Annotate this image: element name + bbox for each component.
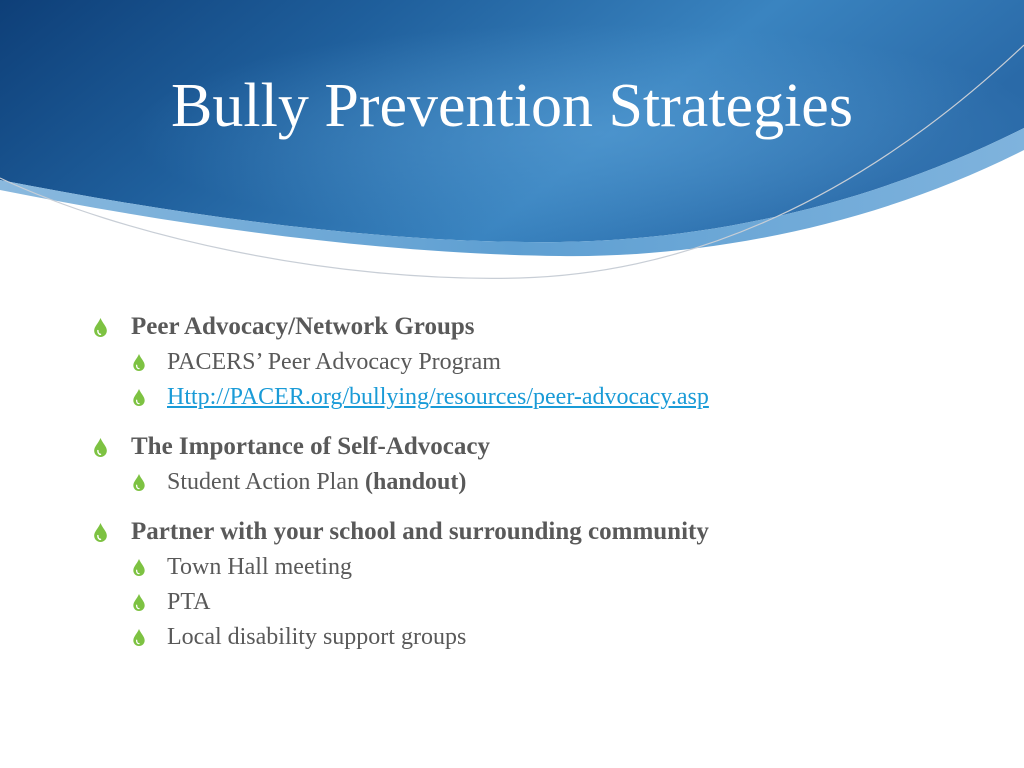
section-heading: Partner with your school and surrounding community [131, 518, 709, 545]
drop-icon [94, 523, 107, 542]
bullet-item-level1 [94, 429, 994, 465]
drop-icon [133, 474, 145, 491]
slide-title: Bully Prevention Strategies [171, 72, 853, 140]
drop-icon [133, 594, 145, 611]
bullet-item-level2 [94, 380, 994, 415]
bullet-item-level2 [94, 345, 994, 380]
handout-label: (handout) [365, 469, 467, 495]
bullet-text: Local disability support groups [167, 624, 467, 650]
bullet-text: PTA [167, 589, 211, 615]
section-partner-community [94, 514, 994, 655]
section-peer-advocacy [94, 309, 994, 415]
drop-icon [133, 389, 145, 406]
bullet-item-level1 [94, 309, 994, 345]
drop-icon [133, 629, 145, 646]
drop-icon [133, 354, 145, 371]
bullet-text: PACERS’ Peer Advocacy Program [167, 349, 501, 375]
section-heading: Peer Advocacy/Network Groups [131, 313, 475, 340]
bullet-item-level2 [94, 620, 994, 655]
bullet-item-level1 [94, 514, 994, 550]
section-heading: The Importance of Self-Advocacy [131, 433, 490, 460]
header-banner [0, 0, 1024, 300]
bullet-item-level2 [94, 550, 994, 585]
bullet-text: Town Hall meeting [167, 554, 352, 580]
drop-icon [133, 559, 145, 576]
bullet-item-level2 [94, 585, 994, 620]
bullet-list [94, 309, 994, 669]
peer-advocacy-link[interactable]: Http://PACER.org/bullying/resources/peer-advocacy.asp [167, 384, 709, 410]
section-self-advocacy [94, 429, 994, 500]
bullet-text: Student Action Plan [167, 469, 365, 495]
drop-icon [94, 318, 107, 337]
drop-icon [94, 438, 107, 457]
bullet-item-level2 [94, 465, 994, 500]
